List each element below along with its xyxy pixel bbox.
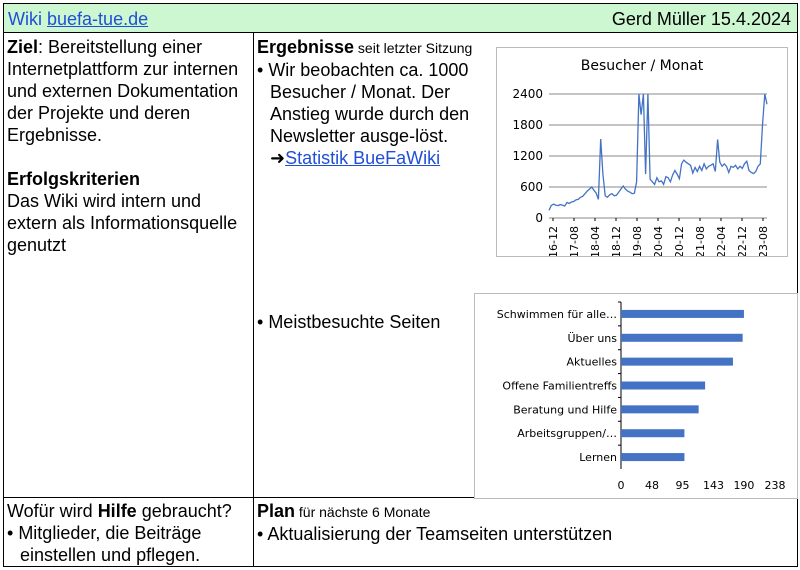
y-tick-label: 1800: [512, 118, 543, 132]
category-label: Offene Familientreffs: [502, 379, 617, 393]
header-row: [4, 4, 798, 33]
series-line: [549, 94, 767, 210]
criteria-text: Das Wiki wird intern und extern als Informationsquelle genutzt: [7, 191, 238, 255]
x-tick-label: 2020-12: [673, 226, 686, 256]
visitors-line-chart: [497, 48, 787, 256]
plan-bullet: Aktualisierung der Teamseiten unterstützen: [267, 524, 613, 544]
top-pages-bar-chart: [475, 294, 797, 498]
plan-subtitle: für nächste 6 Monate: [295, 504, 431, 520]
category-label: Aktuelles: [566, 355, 617, 369]
category-label: Beratung und Hilfe: [513, 403, 617, 417]
plan-cell: Plan für nächste 6 Monate • Aktualisierung der Teamseiten unterstützen: [254, 498, 798, 567]
ergebnisse-title: Ergebnisse: [257, 37, 355, 57]
hilfe-bold: Hilfe: [97, 501, 137, 521]
ziel-cell: [4, 33, 254, 498]
visitors-chart-box: [496, 47, 788, 257]
arrow-icon: ➜: [270, 148, 286, 168]
x-tick-label: 2023-08: [757, 226, 770, 256]
x-tick-label: 2016-12: [547, 226, 560, 256]
x-tick-label: 143: [703, 479, 725, 492]
x-tick-label: 48: [645, 479, 660, 492]
bar: [621, 334, 743, 342]
slide-table: [3, 3, 798, 567]
bar: [621, 382, 705, 390]
hilfe-suffix: gebraucht?: [136, 501, 232, 521]
hilfe-prefix: Wofür wird: [7, 501, 98, 521]
category-label: Schwimmen für alle…: [496, 307, 617, 321]
site-link[interactable]: buefa-tue.de: [47, 9, 149, 29]
x-tick-label: 0: [617, 479, 625, 492]
stats-link[interactable]: Statistik BueFaWiki: [285, 148, 441, 168]
bar: [621, 358, 733, 366]
hilfe-bullet: Mitglieder, die Beiträge einstellen und pflegen.: [18, 523, 202, 565]
top-pages-chart-box: [474, 293, 798, 499]
bar: [621, 453, 684, 461]
x-tick-label: 2022-12: [736, 226, 749, 256]
x-tick-label: 238: [764, 479, 786, 492]
x-tick-label: 2021-08: [694, 226, 707, 256]
bar: [621, 310, 744, 318]
wiki-label: Wiki: [8, 9, 42, 29]
author-date: Gerd Müller 15.4.2024: [611, 9, 791, 29]
category-label: Lernen: [579, 451, 617, 465]
x-tick-label: 2017-08: [568, 226, 581, 256]
x-tick-label: 2018-12: [610, 226, 623, 256]
x-tick-label: 95: [675, 479, 690, 492]
visitors-bullet: Wir beobachten ca. 1000 Besucher / Monat. Der Anstieg wurde durch den Newsletter ausge-löst.: [268, 60, 470, 146]
y-tick-label: 2400: [512, 87, 543, 101]
chart-title: Besucher / Monat: [580, 58, 704, 74]
ziel-text: : Bereitstellung einer Internetplattform zur internen und externen Dokumentation der Projekte und deren Ergebnisse.: [7, 37, 239, 145]
category-label: Über uns: [567, 331, 617, 345]
ziel-label: Ziel: [7, 37, 39, 57]
most-visited-bullet: Meistbesuchte Seiten: [268, 312, 441, 332]
category-label: Arbeitsgruppen/…: [517, 427, 617, 441]
bar: [621, 429, 684, 437]
plan-title: Plan: [257, 501, 296, 521]
ergebnisse-cell: Ergebnisse seit letzter Sitzung • Wir beobachten ca. 1000 Besucher / Monat. Der Anstieg wurde durch den Newsletter ausge-löst. ➜Statistik BueFaWiki • Meistbesuchte Seiten Besucher / Monat 0 600 1200 1800 2400 2016-12 2017-08 2018-04 2018-12 2019-08 2020-04 2020-12 2021-08 2022-04 2022-12 2023-08 Schwimmen für alle… Über uns Aktuelles Offene Familientreffs Beratung und Hilfe Arbeitsgruppen/… Lernen 0 48 95 143 190 238: [254, 33, 798, 498]
ergebnisse-subtitle: seit letzter Sitzung: [354, 40, 473, 56]
y-tick-label: 1200: [512, 149, 543, 163]
y-tick-label: 600: [520, 180, 543, 194]
x-tick-label: 2020-04: [652, 226, 665, 256]
x-tick-label: 2022-04: [715, 226, 728, 256]
x-tick-label: 2019-08: [631, 226, 644, 256]
bar: [621, 405, 699, 413]
x-tick-label: 190: [733, 479, 755, 492]
x-tick-label: 2018-04: [589, 226, 602, 256]
y-tick-label: 0: [535, 211, 543, 225]
criteria-title: Erfolgskriterien: [7, 169, 141, 189]
hilfe-cell: Wofür wird Hilfe gebraucht? • Mitglieder, die Beiträge einstellen und pflegen.: [4, 498, 254, 567]
